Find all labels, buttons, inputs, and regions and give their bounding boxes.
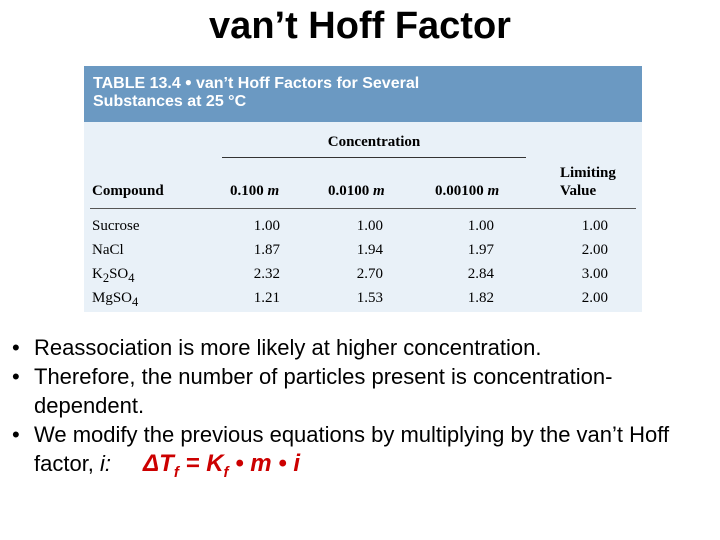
table-number: TABLE 13.4 bbox=[93, 75, 181, 92]
table-figure bbox=[84, 66, 642, 312]
table-cell: 1.00 bbox=[356, 218, 383, 234]
header-rule bbox=[90, 208, 636, 209]
table-cell: 1.00 bbox=[581, 218, 608, 234]
caption-line2: Substances at 25 °C bbox=[93, 93, 247, 110]
table-cell: 1.00 bbox=[467, 218, 494, 234]
table-cell: 3.00 bbox=[581, 266, 608, 282]
bullet-item: • Reassociation is more likely at higher concentration. bbox=[8, 333, 713, 362]
slide-title: van’t Hoff Factor bbox=[209, 5, 511, 47]
column-header-c2: 0.0100 m bbox=[328, 183, 385, 199]
column-header-c1: 0.100 m bbox=[230, 183, 280, 199]
column-header-limiting: Limiting Value bbox=[560, 165, 616, 199]
table-cell: 1.53 bbox=[356, 290, 383, 306]
table-cell: 1.97 bbox=[467, 242, 494, 258]
bullet-item: • We modify the previous equations by multiplying by the van’t Hoff factor, i: $\Delta T_f = K_f$ • m • i bbox=[8, 420, 713, 487]
table-cell-compound: MgSO$_4$ bbox=[92, 290, 139, 309]
concentration-header: Concentration bbox=[327, 134, 421, 150]
table-cell: 2.70 bbox=[356, 266, 383, 282]
caption-line1: van’t Hoff Factors for Several bbox=[195, 75, 420, 92]
table-cell: 2.00 bbox=[581, 242, 608, 258]
bullet-list bbox=[8, 333, 713, 487]
bullet-item: • Therefore, the number of particles present is concentration-dependent. bbox=[8, 362, 713, 420]
table-cell: 1.94 bbox=[356, 242, 383, 258]
column-header-c3: 0.00100 m bbox=[435, 183, 500, 199]
table-caption bbox=[84, 66, 642, 122]
concentration-rule bbox=[222, 157, 526, 158]
table-cell-compound: NaCl bbox=[92, 242, 124, 258]
table-cell: 2.84 bbox=[467, 266, 494, 282]
table-cell: 1.87 bbox=[253, 242, 280, 258]
table-cell: 1.00 bbox=[253, 218, 280, 234]
table-cell: 1.21 bbox=[253, 290, 280, 306]
equation: $\Delta T_f = K_f$ • m • i bbox=[143, 450, 301, 481]
table-cell: 2.32 bbox=[253, 266, 280, 282]
column-header-compound: Compound bbox=[92, 183, 164, 199]
table-cell: 2.00 bbox=[581, 290, 608, 306]
vant-hoff-variable: i: bbox=[100, 451, 112, 476]
table-cell-compound: Sucrose bbox=[92, 218, 140, 234]
caption-bullet-icon: ● bbox=[184, 75, 192, 89]
table-cell: 1.82 bbox=[467, 290, 494, 306]
table-cell-compound: $K_2SO_4$ bbox=[92, 266, 135, 285]
